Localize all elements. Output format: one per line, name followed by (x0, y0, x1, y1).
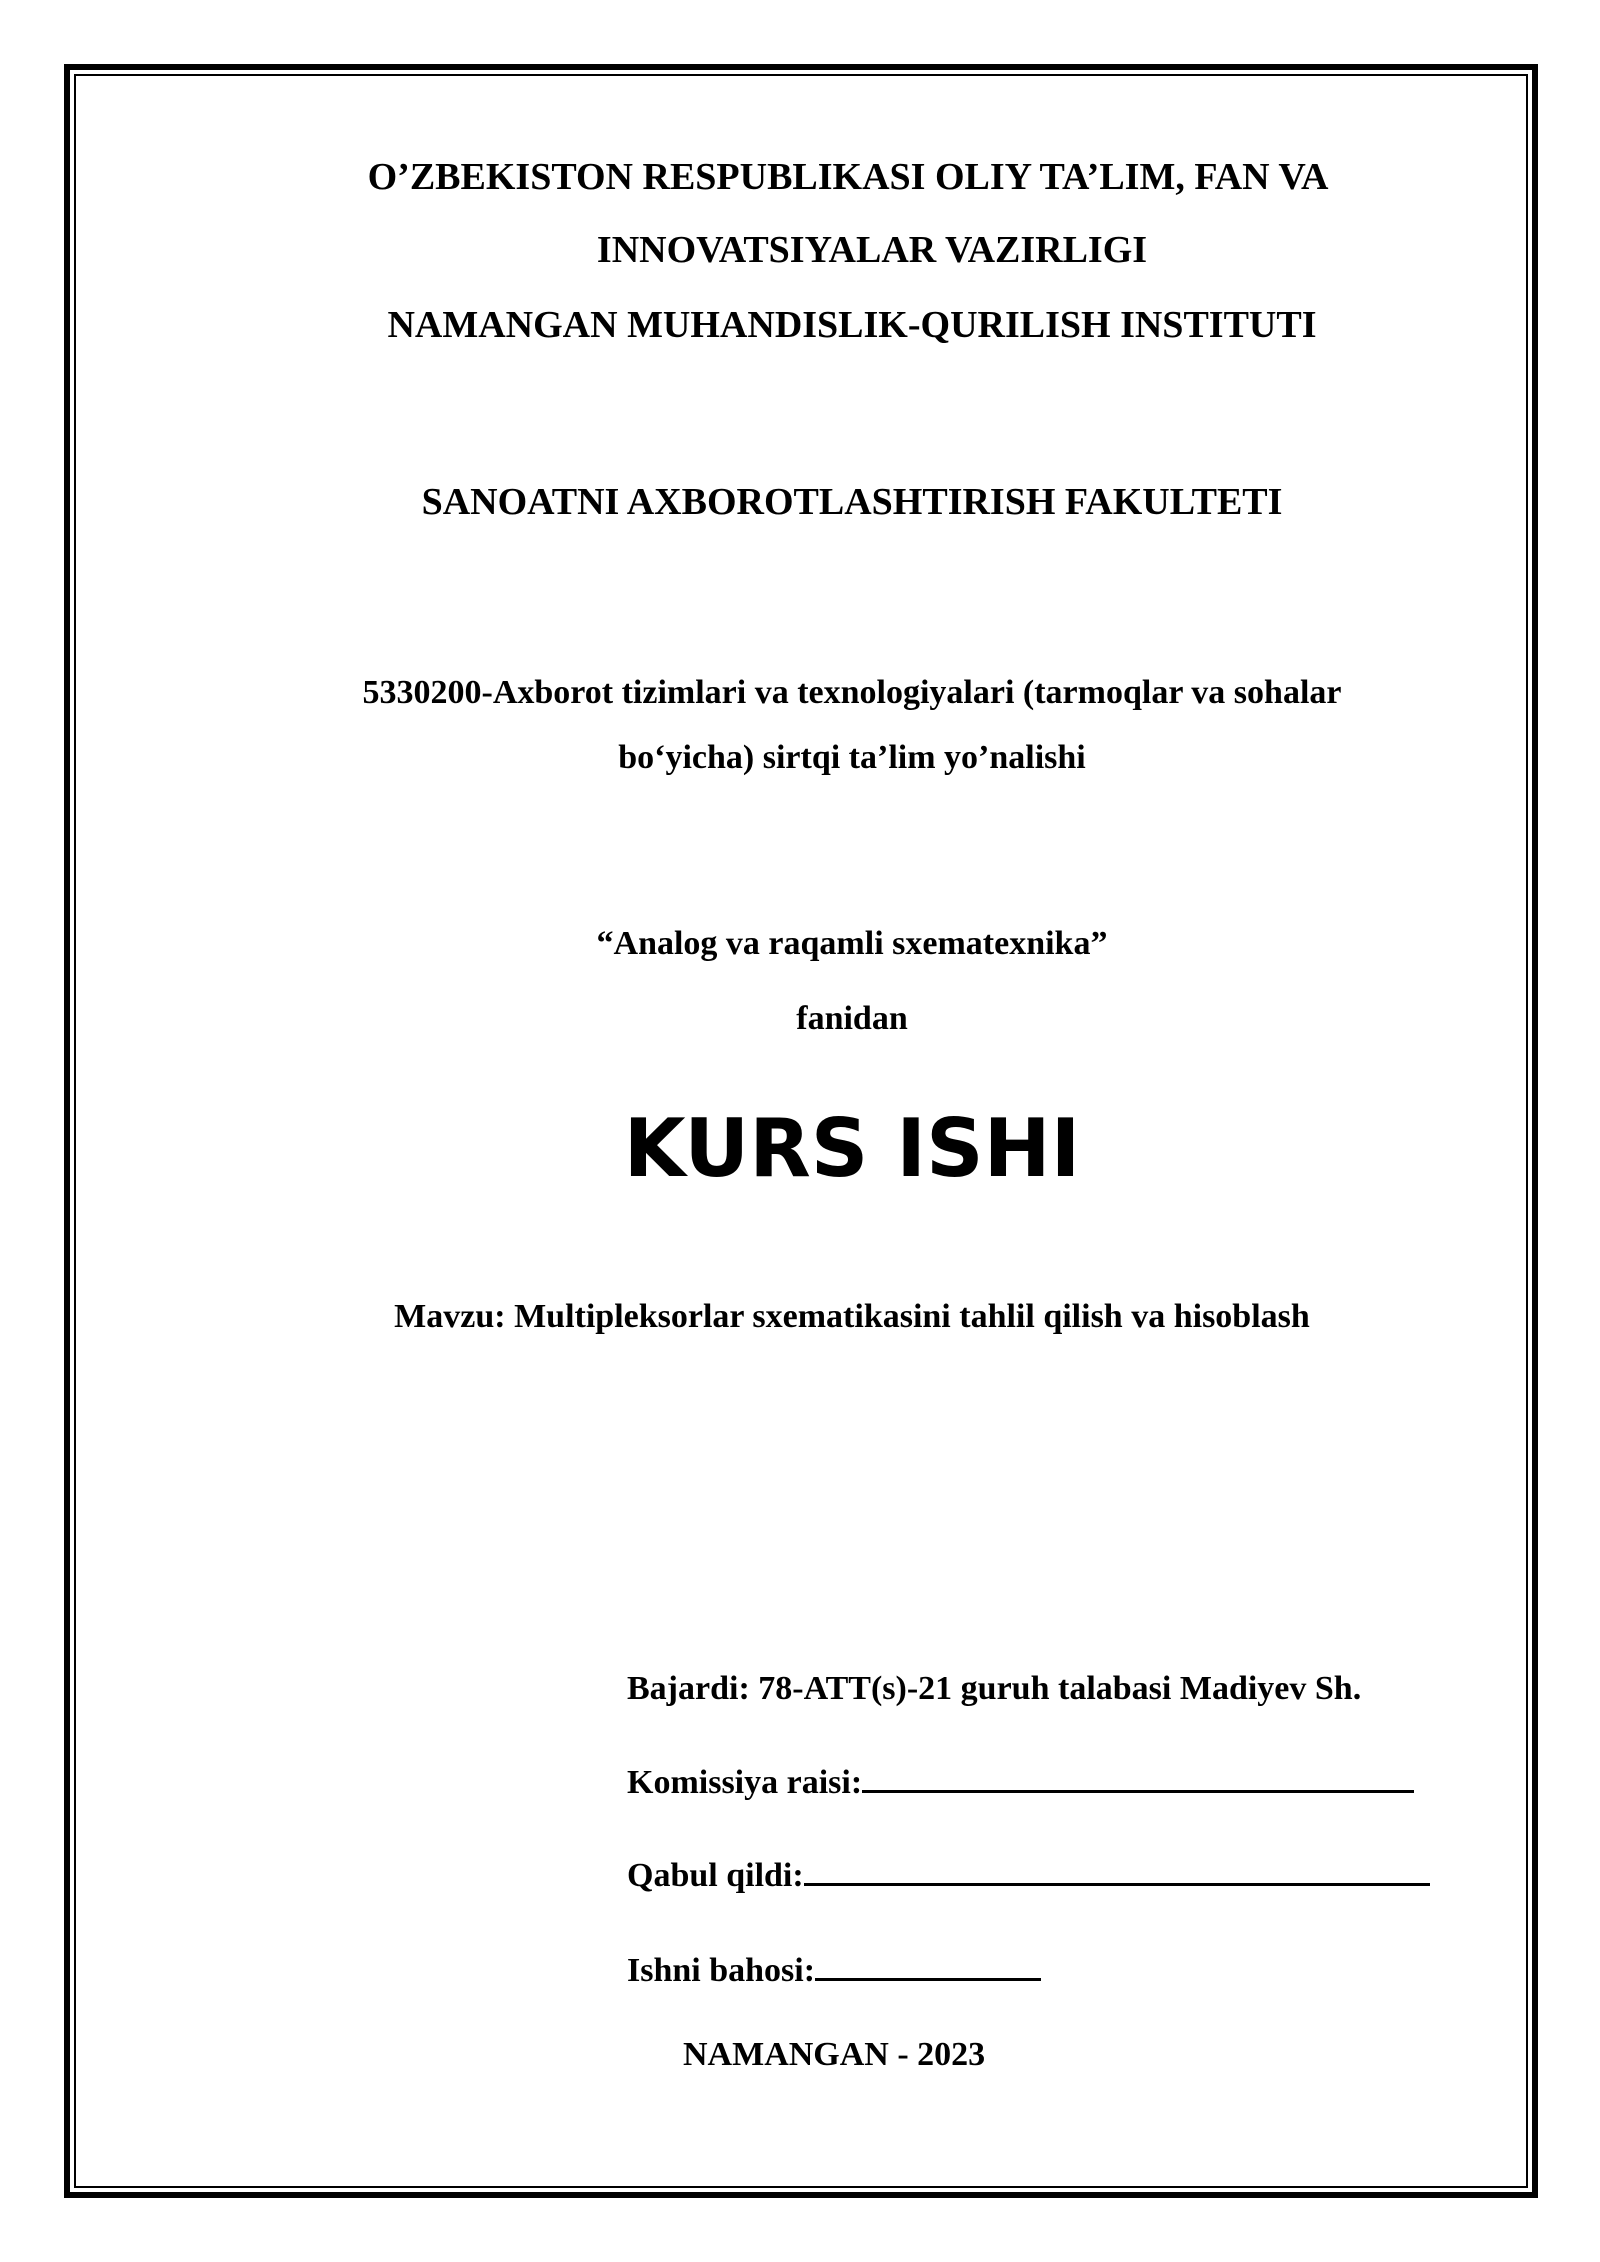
direction-line-2: bo‘yicha) sirtqi ta’lim yo’nalishi (618, 739, 1086, 776)
direction-line-1: 5330200-Axborot tizimlari va texnologiyalari (tarmoqlar va sohalar (362, 674, 1342, 711)
grade-blank (815, 1950, 1041, 1981)
grade-label: Ishni bahosi: (627, 1952, 816, 1989)
accepted-by-line (627, 1855, 1430, 1895)
subject-name: “Analog va raqamli sxematexnika” (596, 925, 1108, 962)
commission-chair-line (627, 1762, 1414, 1802)
commission-chair-label: Komissiya raisi: (627, 1764, 863, 1801)
ministry-line-2: INNOVATSIYALAR VAZIRLIGI (596, 229, 1148, 271)
topic: Mavzu: Multipleksorlar sxematikasini tahlil qilish va hisoblash (394, 1298, 1310, 1335)
commission-chair-blank (862, 1762, 1414, 1793)
faculty-name: SANOATNI AXBOROTLASHTIRISH FAKULTETI (421, 481, 1283, 523)
performed-by: Bajardi: 78-ATT(s)-21 guruh talabasi Madiyev Sh. (627, 1670, 1362, 1707)
city-year: NAMANGAN - 2023 (683, 2036, 986, 2073)
accepted-by-blank (804, 1855, 1430, 1886)
ministry-line-1: O’ZBEKISTON RESPUBLIKASI OLIY TA’LIM, FAN VA (367, 156, 1329, 198)
grade-line (627, 1950, 1041, 1990)
institute-name: NAMANGAN MUHANDISLIK-QURILISH INSTITUTI (387, 304, 1317, 346)
accepted-by-label: Qabul qildi: (627, 1857, 804, 1894)
document-title: KURS ISHI (623, 1102, 1081, 1195)
subject-suffix: fanidan (796, 1000, 908, 1037)
